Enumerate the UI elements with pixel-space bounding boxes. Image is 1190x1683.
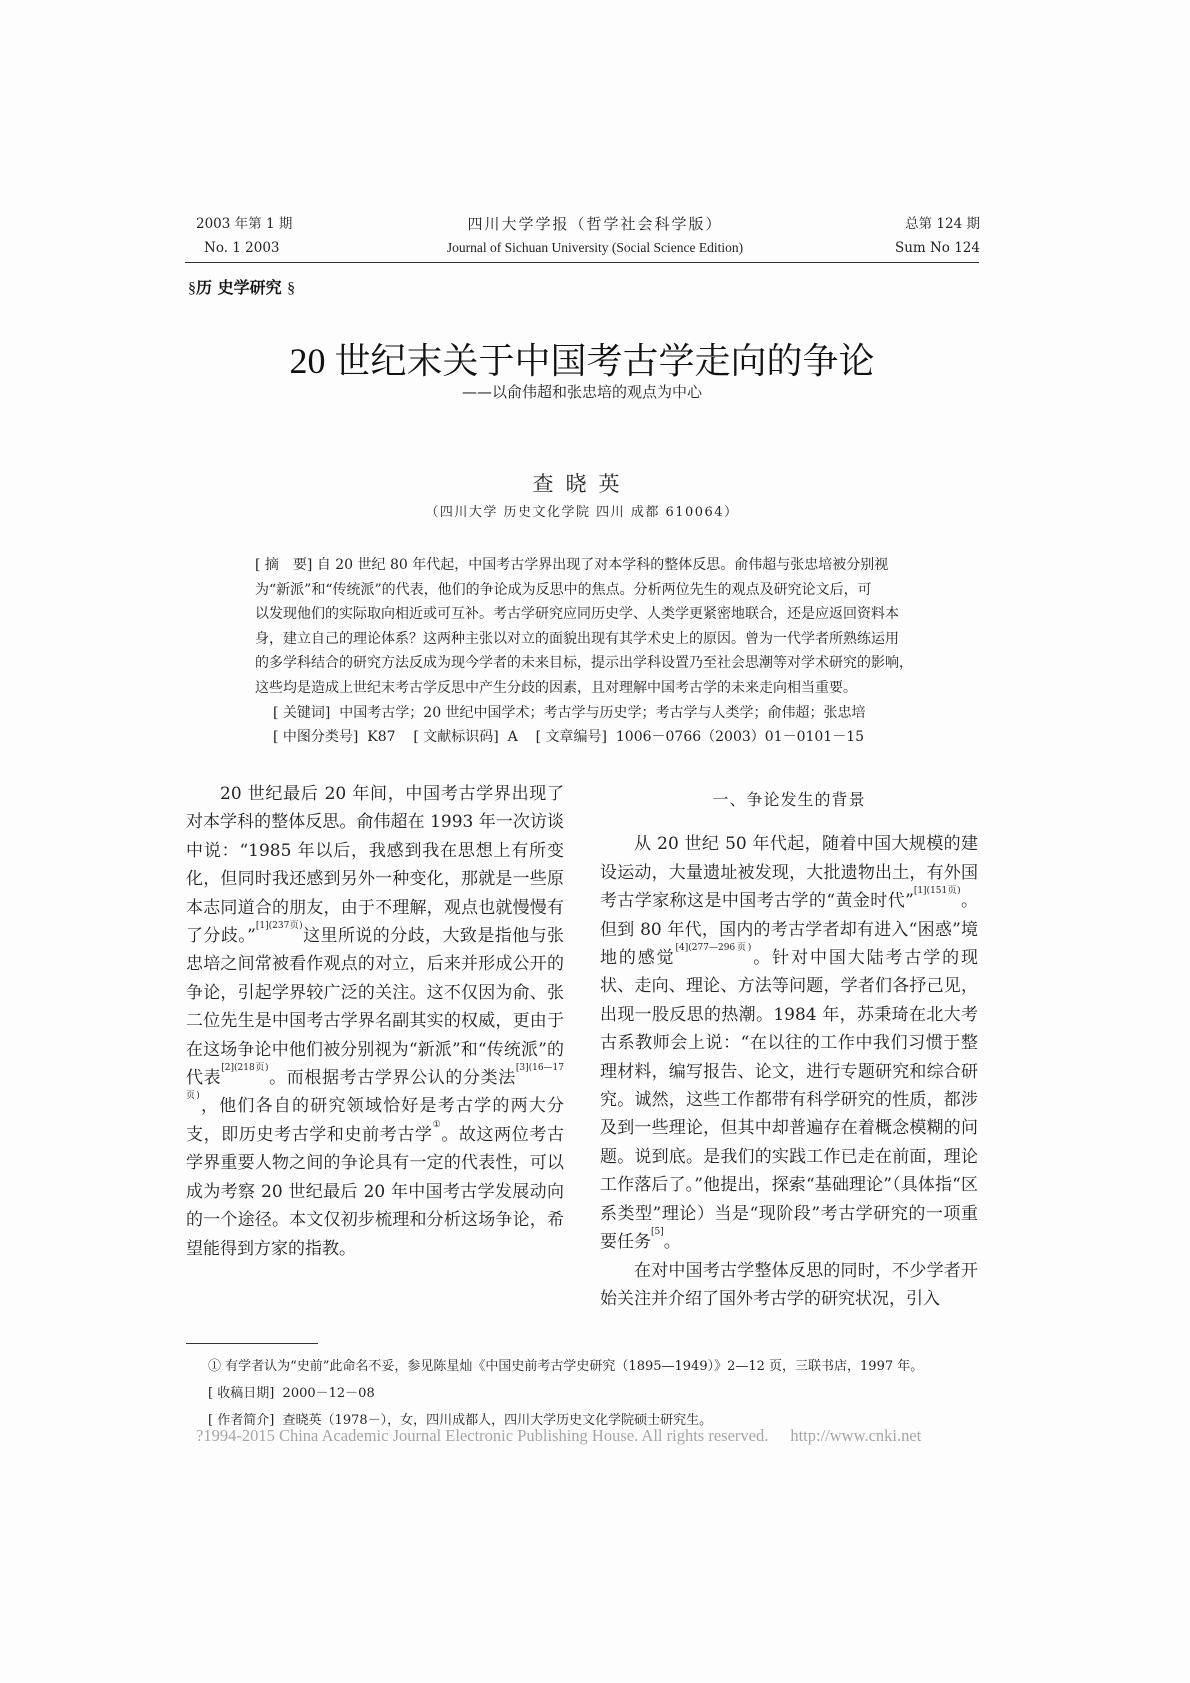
citation: [3](16—17页) xyxy=(186,1063,564,1102)
footnotes xyxy=(208,1353,923,1434)
abstract-line: 身，建立自己的理论体系？这两种主张以对立的面貌出现有其学术史上的原因。曾为一代学者所熟练运用 xyxy=(255,630,899,647)
body-left-column xyxy=(186,780,564,1263)
article-no-value: 1006－0766（2003）01－0101－15 xyxy=(615,729,865,746)
received-date xyxy=(208,1380,923,1407)
paragraph-text: 从 20 世纪 50 年代起，随着中国大规模的建设运动，大量遗址被发现，大批遗物出土，有外国考古学家称这是中国考古学的“黄金时代” xyxy=(600,834,978,912)
paragraph-text: 20 世纪最后 20 年间，中国考古学界出现了对本学科的整体反思。俞伟超在 1993 年一次访谈中说：“1985 年以后，我感到我在思想上有所变化，但同时我还感到另外一种变化，那就是一些原本志同道合的朋友，由于不理解，观点也就慢慢有了分歧。” xyxy=(186,784,564,947)
total-issue-info xyxy=(880,212,980,260)
paragraph: 在对中国考古学整体反思的同时，不少学者开始关注并介绍了国外考古学的研究状况，引入 xyxy=(600,1260,978,1309)
cnki-link[interactable]: http://www.cnki.net xyxy=(790,1426,922,1445)
article-subtitle: ——以俞伟超和张忠培的观点为中心 xyxy=(461,383,702,401)
author-bio-value: 查晓英（1978－），女，四川成都人，四川大学历史文化学院硕士研究生。 xyxy=(282,1413,713,1428)
issue-info xyxy=(196,212,292,260)
article-no-label: [ 文章编号] xyxy=(535,729,607,746)
section-label xyxy=(188,275,295,298)
paragraph xyxy=(186,780,564,1263)
abstract-label: [ 摘 要] xyxy=(255,557,313,573)
issue-cn: 2003 年第 1 期 xyxy=(196,216,293,232)
citation: [4](277—296页) xyxy=(675,943,752,954)
abstract-line xyxy=(255,553,955,578)
header-rule xyxy=(185,262,979,263)
author-name: 查晓英 xyxy=(532,472,632,496)
footnote-rule xyxy=(186,1343,318,1344)
abstract-line: 以发现他们的实际取向相近或可互补。考古学研究应同历史学、人类学更紧密地联合，还是应返回资料本 xyxy=(255,606,899,623)
paragraph-text: 。而根据考古学界公认的分类法 xyxy=(268,1068,516,1089)
copyright-footer xyxy=(196,1426,921,1446)
journal-name-en: Journal of Sichuan University (Social Science Edition) xyxy=(446,240,744,255)
section-mark-right: § xyxy=(287,280,296,297)
abstract-text: 自 20 世纪 80 年代起，中国考古学界出现了对本学科的整体反思。俞伟超与张忠培被分别视 xyxy=(316,557,889,573)
doc-code-value: A xyxy=(507,729,518,746)
total-issue-cn: 总第 124 期 xyxy=(905,216,980,232)
citation: [1](237页) xyxy=(255,921,303,932)
clc-value: K87 xyxy=(367,729,396,746)
paragraph-text: 。针对中国大陆考古学的现状、走向、理论、方法等问题，学者们各抒己见，出现一股反思的热潮。1984 年，苏秉琦在北大考古系教师会上说：“在以往的工作中我们习惯于整理材料，编写报告、论文，进行专题研究和综合研究。诚然，这些工作都带有科学研究的性质，都涉及到一些理论，但其中却普遍存在着概念模糊的问题。说到底。是我们的实践工作已走在前面，理论工作落后了。”他提出，探索“基础理论”（具体指“区系类型”理论）当是“现阶段”考古学研究的一项重要任务 xyxy=(600,948,978,1253)
citation: [1](151页) xyxy=(913,886,961,897)
abstract xyxy=(255,553,955,750)
section-heading: 一、争论发生的背景 xyxy=(712,790,866,809)
author-bio-label: [ 作者简介] xyxy=(208,1413,275,1428)
paragraph xyxy=(600,830,978,1256)
received-value: 2000－12－08 xyxy=(282,1386,375,1401)
citation: [2](218页) xyxy=(221,1063,269,1074)
section-name: 历 史学研究 xyxy=(196,278,282,297)
abstract-line: 这些均是造成上世纪末考古学反思中产生分歧的因素，且对理解中国考古学的未来走向相当重要。 xyxy=(255,679,857,696)
keywords-label: [ 关键词] xyxy=(273,704,331,721)
section-mark-left: § xyxy=(188,280,196,297)
paragraph-text: 这里所说的分歧，大致是指他与张忠培之间常被看作观点的对立，后来并形成公开的争论，引起学界较广泛的关注。这不仅因为俞、张二位先生是中国考古学界名副其实的权威，更由于在这场争论中他们被分别视为“新派”和“传统派”的代表 xyxy=(186,926,565,1089)
paragraph-text: 。但到 80 年代，国内的考古学者却有进入“困惑”境地的感觉 xyxy=(600,891,979,969)
abstract-line: 为“新派”和“传统派”的代表，他们的争论成为反思中的焦点。分析两位先生的观点及研究论文后，可 xyxy=(255,581,872,598)
paragraph-text: 。 xyxy=(663,1232,681,1253)
keywords xyxy=(255,701,955,726)
citation: [5] xyxy=(651,1227,664,1238)
journal-name-cn: 四川大学学报（哲学社会科学版） xyxy=(467,215,723,233)
received-label: [ 收稿日期] xyxy=(208,1386,275,1401)
footnote-1: ① 有学者认为“史前”此命名不妥，参见陈星灿《中国史前考古学史研究（1895—1949）》2—12 页，三联书店，1997 年。 xyxy=(208,1359,924,1374)
body-right-column xyxy=(600,780,978,1313)
keywords-value: 中国考古学；20 世纪中国学术；考古学与历史学；考古学与人类学；俞伟超；张忠培 xyxy=(339,704,866,721)
issue-en: No. 1 2003 xyxy=(204,240,280,256)
abstract-line: 的多学科结合的研究方法反成为现今学者的未来目标，提示出学科设置乃至社会思潮等对学术研究的影响， xyxy=(255,655,913,672)
footnote-marker: ① xyxy=(432,1119,442,1130)
article-title: 20 世纪末关于中国考古学走向的争论 xyxy=(289,341,875,381)
paragraph-text: ，他们各自的研究领域恰好是考古学的两大分支，即历史考古学和史前考古学 xyxy=(186,1096,565,1145)
copyright-text: ?1994-2015 China Academic Journal Electronic Publishing House. All rights reserved. xyxy=(196,1426,769,1445)
clc-label: [ 中图分类号] xyxy=(273,729,359,746)
paragraph-text: 。故这两位考古学界重要人物之间的争论具有一定的代表性，可以成为考察 20 世纪最后 20 年中国考古学发展动向的一个途径。本文仅初步梳理和分析这场争论，希望能得到方家的指教。 xyxy=(186,1124,565,1259)
journal-name xyxy=(380,212,810,260)
author-affiliation: （四川大学 历史文化学院 四川 成都 610064） xyxy=(425,505,739,520)
classification xyxy=(255,725,955,750)
total-issue-en: Sum No 124 xyxy=(894,240,980,256)
doc-code-label: [ 文献标识码] xyxy=(413,729,499,746)
